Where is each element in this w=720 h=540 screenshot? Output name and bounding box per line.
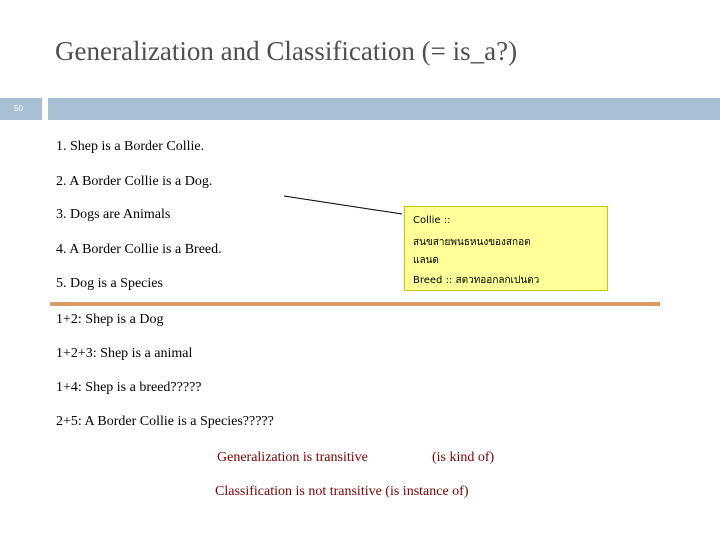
inference-2: 1+2+3: Shep is a animal [56, 346, 193, 361]
header-bar [48, 98, 720, 120]
slide-number: 50 [14, 104, 23, 113]
slide-title: Generalization and Classification (= is_a?) [55, 36, 518, 66]
note-collie-definition: สนขสายพนธหนงของสกอต [413, 237, 531, 248]
classification-statement: Classification is not transitive (is instance of) [215, 484, 469, 499]
inference-1: 1+2: Shep is a Dog [56, 312, 164, 327]
inference-4: 2+5: A Border Collie is a Species????? [56, 414, 274, 429]
statement-1: 1. Shep is a Border Collie. [56, 139, 205, 154]
inference-3: 1+4: Shep is a breed????? [56, 380, 202, 395]
callout-note [404, 206, 608, 291]
divider-line [50, 302, 660, 306]
generalization-kind: (is kind of) [432, 450, 495, 465]
statement-2: 2. A Border Collie is a Dog. [56, 174, 213, 189]
statement-4: 4. A Border Collie is a Breed. [56, 242, 222, 257]
statement-3: 3. Dogs are Animals [56, 207, 171, 222]
note-collie-definition-cont: แลนด [413, 255, 439, 266]
statement-5: 5. Dog is a Species [56, 276, 163, 291]
note-breed-definition: Breed :: สตวทออกลกเปนตว [413, 275, 540, 286]
generalization-statement: Generalization is transitive [217, 450, 368, 465]
note-collie-label: Collie :: [413, 215, 451, 226]
